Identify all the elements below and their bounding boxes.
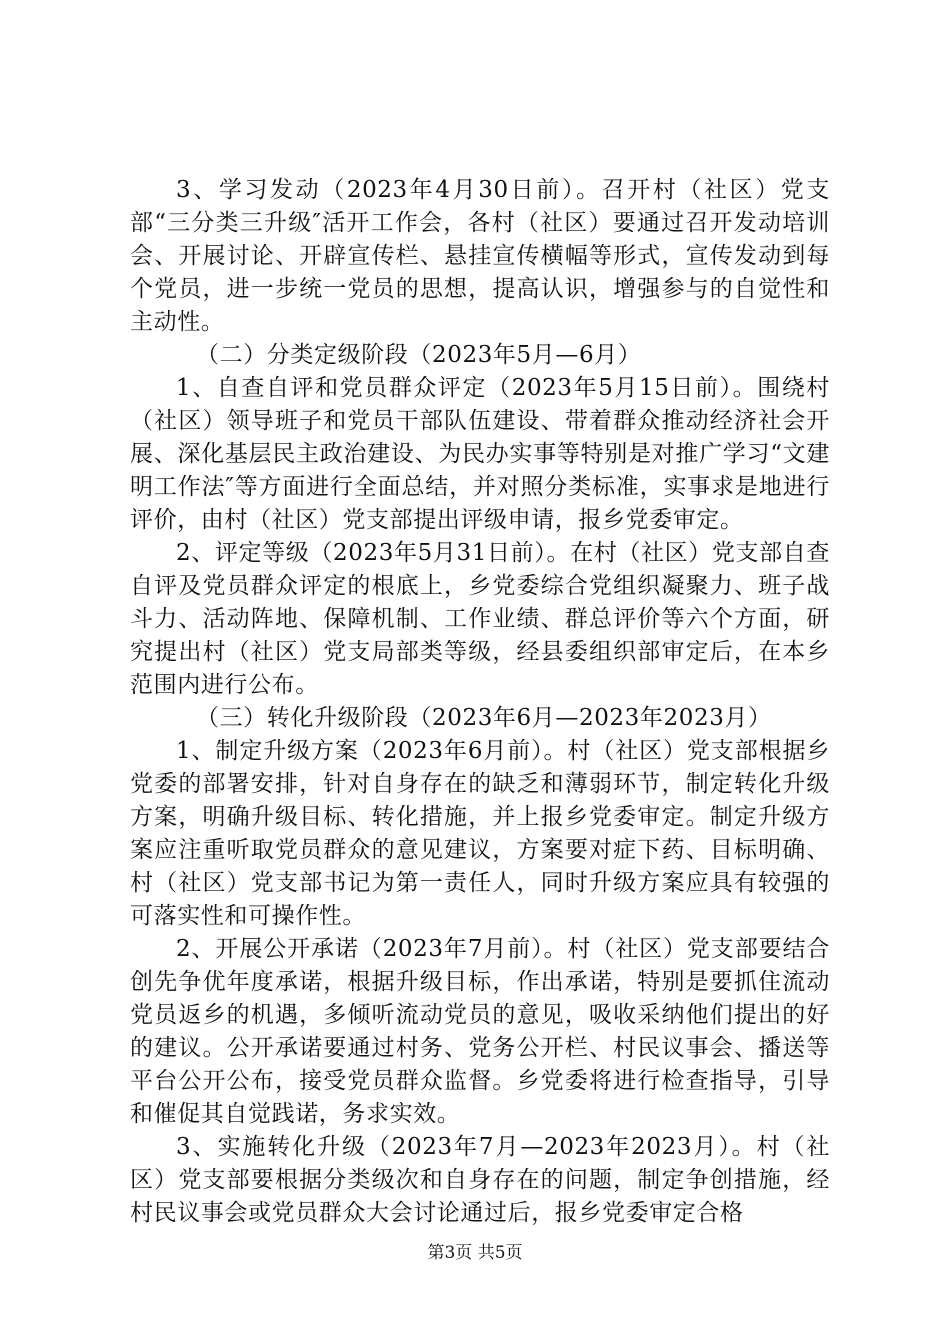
section-heading-transformation: （三）转化升级阶段（2023年6月—2023年2023月） <box>196 705 772 731</box>
paragraph-self-evaluation: 1、自查自评和党员群众评定（2023年5月15日前）。围绕村（社区）领导班子和党员干部队伍建设、带着群众推动经济社会开展、深化基层民主政治建设、为民办实事等特别是对推广学习“文建明工作法″等方面进行全面总结，并对照分类标准，实事求是地进行评价，由村（社区）党支部提出评级申请，报乡党委审定。 <box>130 375 830 533</box>
paragraph-implement-upgrade: 3、实施转化升级（2023年7月—2023年2023月）。村（社区）党支部要根据分类级次和自身存在的问题，制定争创措施，经村民议事会或党员群众大会讨论通过后，报乡党委审定合格 <box>130 1134 830 1226</box>
paragraph-grade-assessment: 2、评定等级（2023年5月31日前）。在村（社区）党支部自查自评及党员群众评定的根底上，乡党委综合党组织凝聚力、班子战斗力、活动阵地、保障机制、工作业绩、群总评价等六个方面，研究提出村（社区）党支局部类等级，经县委组织部审定后，在本乡范围内进行公布。 <box>130 540 830 698</box>
paragraph-upgrade-plan: 1、制定升级方案（2023年6月前）。村（社区）党支部根据乡党委的部署安排，针对自身存在的缺乏和薄弱环节，制定转化升级方案，明确升级目标、转化措施，并上报乡党委审定。制定升级方案应注重听取党员群众的意见建议，方案要对症下药、目标明确、村（社区）党支部书记为第一责任人，同时升级方案应具有较强的可落实性和可操作性。 <box>130 738 830 929</box>
paragraph-public-commitment: 2、开展公开承诺（2023年7月前）。村（社区）党支部要结合创先争优年度承诺，根据升级目标，作出承诺，特别是要抓住流动党员返乡的机遇，多倾听流动党员的意见，吸收采纳他们提出的好的建议。公开承诺要通过村务、党务公开栏、村民议事会、播送等平台公开公布，接受党员群众监督。乡党委将进行检查指导，引导和催促其自觉践诺，务求实效。 <box>130 936 830 1127</box>
document-body <box>130 174 830 1230</box>
section-heading-classification: （二）分类定级阶段（2023年5月—6月） <box>196 342 642 368</box>
page-number-footer: 第3页 共5页 <box>427 1243 523 1263</box>
paragraph-study-mobilization: 3、学习发动（2023年4月30日前）。召开村（社区）党支部“三分类三升级″活开工作会，各村（社区）要通过召开发动培训会、开展讨论、开辟宣传栏、悬挂宣传横幅等形式，宣传发动到每个党员，进一步统一党员的思想，提高认识，增强参与的自觉性和主动性。 <box>130 177 830 335</box>
